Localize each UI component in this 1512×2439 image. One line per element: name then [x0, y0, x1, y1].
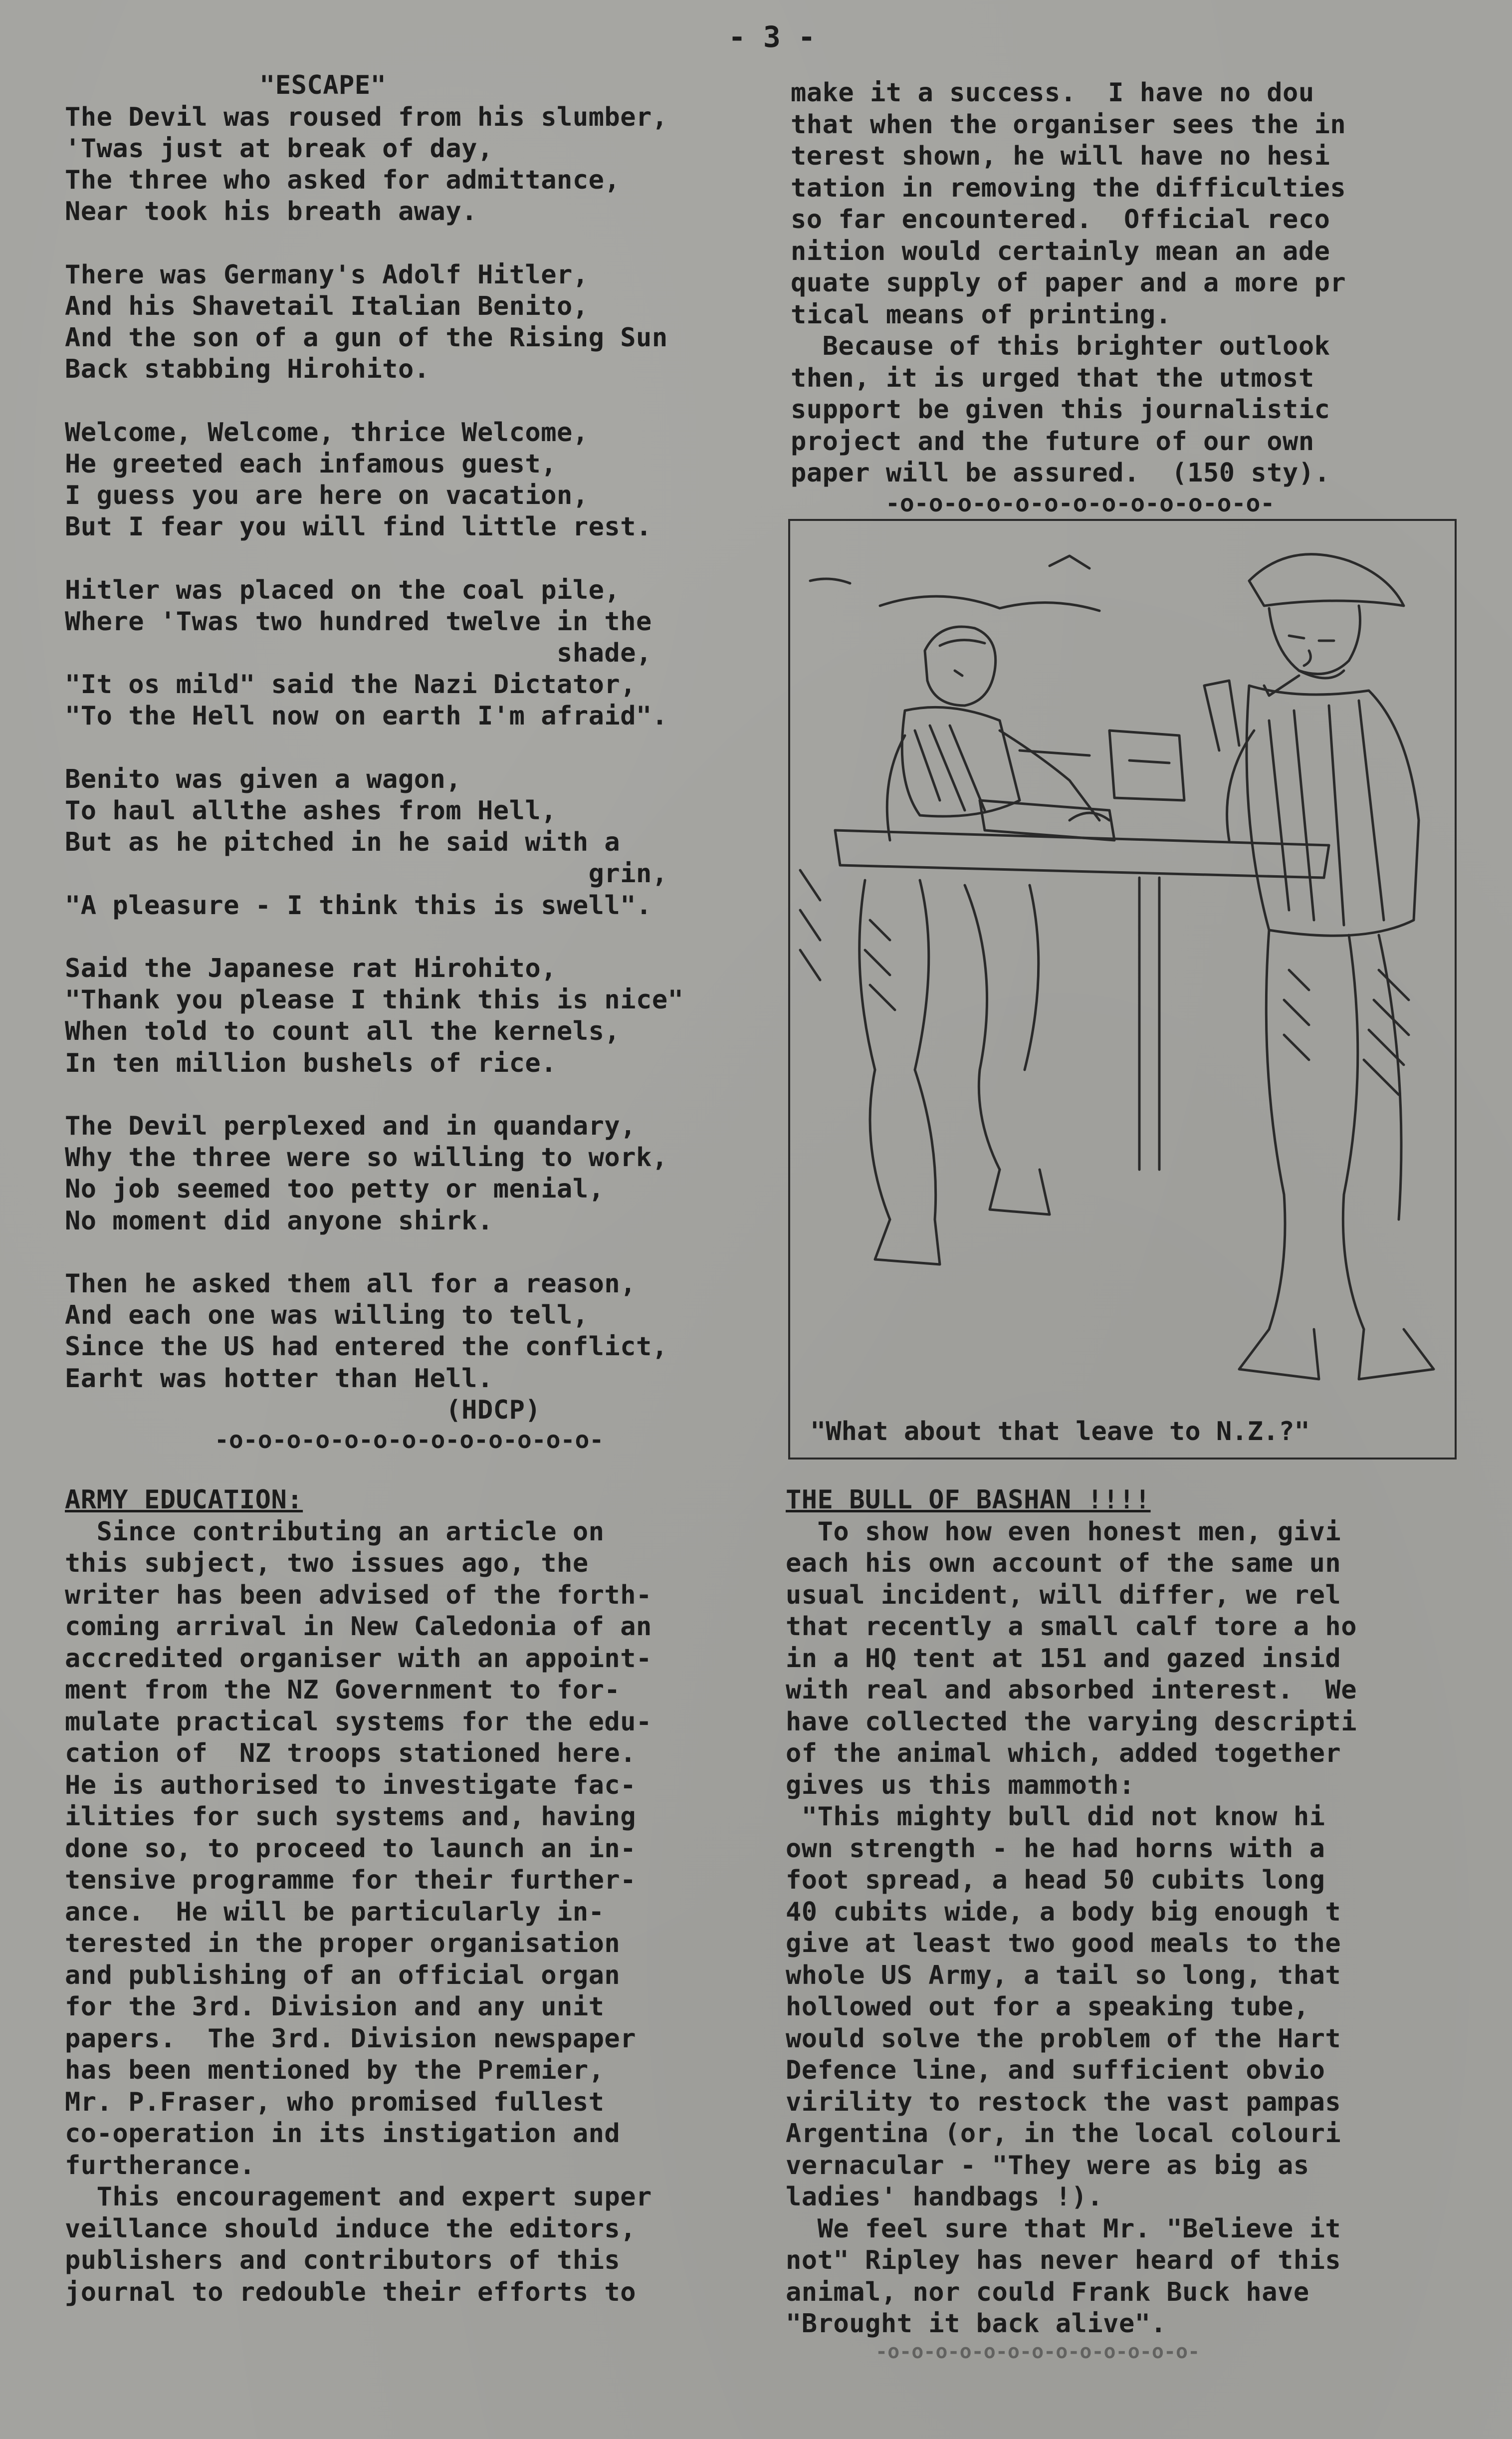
text-line: for the 3rd. Division and any unit	[65, 1992, 605, 2022]
text-line: In ten million bushels of rice.	[65, 1048, 557, 1078]
text-line: Welcome, Welcome, thrice Welcome,	[65, 417, 589, 448]
text-line	[65, 732, 788, 764]
text-line: coming arrival in New Caledonia of an	[65, 1612, 652, 1642]
text-line: He greeted each infamous guest,	[65, 449, 557, 479]
text-line: papers. The 3rd. Division newspaper	[65, 2023, 637, 2054]
text-line: furtherance.	[65, 2150, 255, 2181]
text-line: then, it is urged that the utmost	[791, 363, 1314, 393]
text-line: vernacular - "They were as big as	[786, 2150, 1309, 2181]
text-line: The Devil perplexed and in quandary,	[65, 1111, 637, 1141]
poem-body	[65, 102, 788, 1426]
text-line: project and the future of our own	[791, 426, 1314, 457]
text-line: hollowed out for a speaking tube,	[786, 1992, 1309, 2022]
text-line: "It os mild" said the Nazi Dictator,	[65, 670, 637, 700]
text-line: "This mighty bull did not know hi	[786, 1802, 1325, 1832]
text-line: The Devil was roused from his slumber,	[65, 102, 668, 132]
text-line: usual incident, will differ, we rel	[786, 1580, 1341, 1610]
bull-separator: -o-o-o-o-o-o-o-o-o-o-o-o-o-	[875, 2340, 1200, 2363]
text-line: tensive programme for their further-	[65, 1865, 637, 1895]
poem-title: "ESCAPE"	[259, 70, 387, 100]
poem-separator: -o-o-o-o-o-o-o-o-o-o-o-o-o-	[215, 1426, 604, 1454]
text-line: own strength - he had horns with a	[786, 1833, 1325, 1864]
text-line: Argentina (or, in the local colouri	[786, 2119, 1341, 2149]
bull-of-bashan-title: THE BULL OF BASHAN !!!!	[786, 1485, 1151, 1515]
cartoon-caption: "What about that leave to N.Z.?"	[810, 1417, 1310, 1447]
army-education-title: ARMY EDUCATION:	[65, 1485, 303, 1515]
text-line: virility to restock the vast pampas	[786, 2087, 1341, 2117]
page-number: - 3 -	[728, 20, 816, 54]
text-line: There was Germany's Adolf Hitler,	[65, 259, 589, 290]
text-line: animal, nor could Frank Buck have	[786, 2277, 1309, 2307]
army-education-body	[65, 1516, 788, 2309]
text-line: each his own account of the same un	[786, 1548, 1341, 1578]
text-line: He is authorised to investigate fac-	[65, 1770, 637, 1800]
text-line: nition would certainly mean an ade	[791, 236, 1330, 266]
text-line: The three who asked for admittance,	[65, 165, 621, 195]
text-line: writer has been advised of the forth-	[65, 1580, 652, 1610]
text-line: "Thank you please I think this is nice"	[65, 985, 684, 1015]
text-line: No job seemed too petty or menial,	[65, 1174, 605, 1205]
text-line: mulate practical systems for the edu-	[65, 1707, 652, 1737]
text-line: grin,	[65, 859, 668, 889]
cartoon-drawing	[790, 521, 1455, 1458]
text-line: cation of NZ troops stationed here.	[65, 1738, 637, 1768]
text-line: Near took his breath away.	[65, 197, 477, 227]
text-line: terest shown, he will have no hesi	[791, 141, 1330, 171]
text-line: And each one was willing to tell,	[65, 1300, 589, 1331]
text-line: have collected the varying descripti	[786, 1707, 1357, 1737]
text-line: ance. He will be particularly in-	[65, 1897, 605, 1927]
text-line: would solve the problem of the Hart	[786, 2023, 1341, 2054]
text-line: and publishing of an official organ	[65, 1960, 621, 1990]
text-line: ladies' handbags !).	[786, 2182, 1103, 2212]
text-line: I guess you are here on vacation,	[65, 480, 589, 510]
text-line: To haul allthe ashes from Hell,	[65, 795, 557, 826]
text-line: support be given this journalistic	[791, 395, 1330, 425]
text-line: ment from the NZ Government to for-	[65, 1675, 621, 1705]
army-education-article	[65, 1484, 788, 2308]
text-line: Said the Japanese rat Hirohito,	[65, 953, 557, 983]
text-line: this subject, two issues ago, the	[65, 1548, 589, 1578]
article-continuation-body	[791, 77, 1509, 489]
text-line: terested in the proper organisation	[65, 1929, 621, 1958]
text-line: give at least two good meals to the	[786, 1929, 1341, 1958]
cartoon-illustration	[788, 519, 1457, 1460]
text-line: accredited organiser with an appoint-	[65, 1643, 652, 1674]
text-line: 'Twas just at break of day,	[65, 133, 493, 164]
text-line: 40 cubits wide, a body big enough t	[786, 1897, 1341, 1927]
text-line: foot spread, a head 50 cubits long	[786, 1865, 1325, 1895]
text-line: whole US Army, a tail so long, that	[786, 1960, 1341, 1990]
text-line	[65, 543, 788, 574]
text-line	[65, 228, 788, 259]
text-line: with real and absorbed interest. We	[786, 1675, 1357, 1705]
text-line: quate supply of paper and a more pr	[791, 268, 1346, 298]
text-line: When told to count all the kernels,	[65, 1016, 621, 1047]
text-line: that recently a small calf tore a ho	[786, 1612, 1357, 1642]
text-line: Where 'Twas two hundred twelve in the	[65, 606, 652, 637]
text-line: Benito was given a wagon,	[65, 764, 462, 794]
text-line: Why the three were so willing to work,	[65, 1143, 668, 1173]
article-continuation	[791, 77, 1509, 517]
text-line: Back stabbing Hirohito.	[65, 354, 430, 385]
text-line: not" Ripley has never heard of this	[786, 2245, 1341, 2275]
bull-of-bashan-article	[786, 1484, 1509, 2363]
text-line: "To the Hell now on earth I'm afraid".	[65, 701, 668, 732]
text-line: tation in removing the difficulties	[791, 173, 1346, 203]
text-line: co-operation in its instigation and	[65, 2119, 621, 2149]
text-line: Since the US had entered the conflict,	[65, 1332, 668, 1362]
text-line: Then he asked them all for a reason,	[65, 1268, 637, 1299]
text-line: And his Shavetail Italian Benito,	[65, 291, 589, 321]
text-line: gives us this mammoth:	[786, 1770, 1135, 1800]
text-line: tical means of printing.	[791, 299, 1172, 330]
text-line: paper will be assured. (150 sty).	[791, 458, 1330, 488]
bull-of-bashan-body	[786, 1516, 1509, 2340]
text-line: so far encountered. Official reco	[791, 205, 1330, 235]
text-line	[65, 922, 788, 953]
text-line	[65, 1237, 788, 1268]
text-line: that when the organiser sees the in	[791, 109, 1346, 140]
text-line: No moment did anyone shirk.	[65, 1206, 493, 1236]
text-line: (HDCP)	[65, 1395, 541, 1425]
article-separator: -o-o-o-o-o-o-o-o-o-o-o-o-o-	[885, 489, 1275, 517]
text-line: Defence line, and sufficient obvio	[786, 2055, 1325, 2085]
text-line: We feel sure that Mr. "Believe it	[786, 2213, 1341, 2244]
text-line: veillance should induce the editors,	[65, 2213, 637, 2244]
text-line: But as he pitched in he said with a	[65, 827, 621, 858]
text-line	[65, 1079, 788, 1111]
text-line: publishers and contributors of this	[65, 2245, 621, 2275]
text-line: But I fear you will find little rest.	[65, 512, 652, 542]
text-line: of the animal which, added together	[786, 1738, 1341, 1768]
text-line: Hitler was placed on the coal pile,	[65, 575, 621, 605]
text-line: This encouragement and expert super	[65, 2182, 652, 2212]
text-line: "Brought it back alive".	[786, 2309, 1167, 2339]
text-line: Mr. P.Fraser, who promised fullest	[65, 2087, 605, 2117]
text-line: To show how even honest men, givi	[786, 1516, 1341, 1547]
text-line: done so, to proceed to launch an in-	[65, 1833, 637, 1864]
text-line: ilities for such systems and, having	[65, 1802, 637, 1832]
text-line: in a HQ tent at 151 and gazed insid	[786, 1643, 1341, 1674]
text-line: Since contributing an article on	[65, 1516, 605, 1547]
poem-escape	[65, 70, 788, 1454]
text-line: "A pleasure - I think this is swell".	[65, 890, 652, 921]
text-line: make it a success. I have no dou	[791, 78, 1314, 108]
text-line: shade,	[65, 638, 652, 668]
text-line: Because of this brighter outlook	[791, 331, 1330, 361]
text-line: Earht was hotter than Hell.	[65, 1363, 493, 1394]
text-line: has been mentioned by the Premier,	[65, 2055, 605, 2085]
text-line	[65, 385, 788, 417]
text-line: journal to redouble their efforts to	[65, 2277, 637, 2307]
text-line: And the son of a gun of the Rising Sun	[65, 322, 668, 353]
